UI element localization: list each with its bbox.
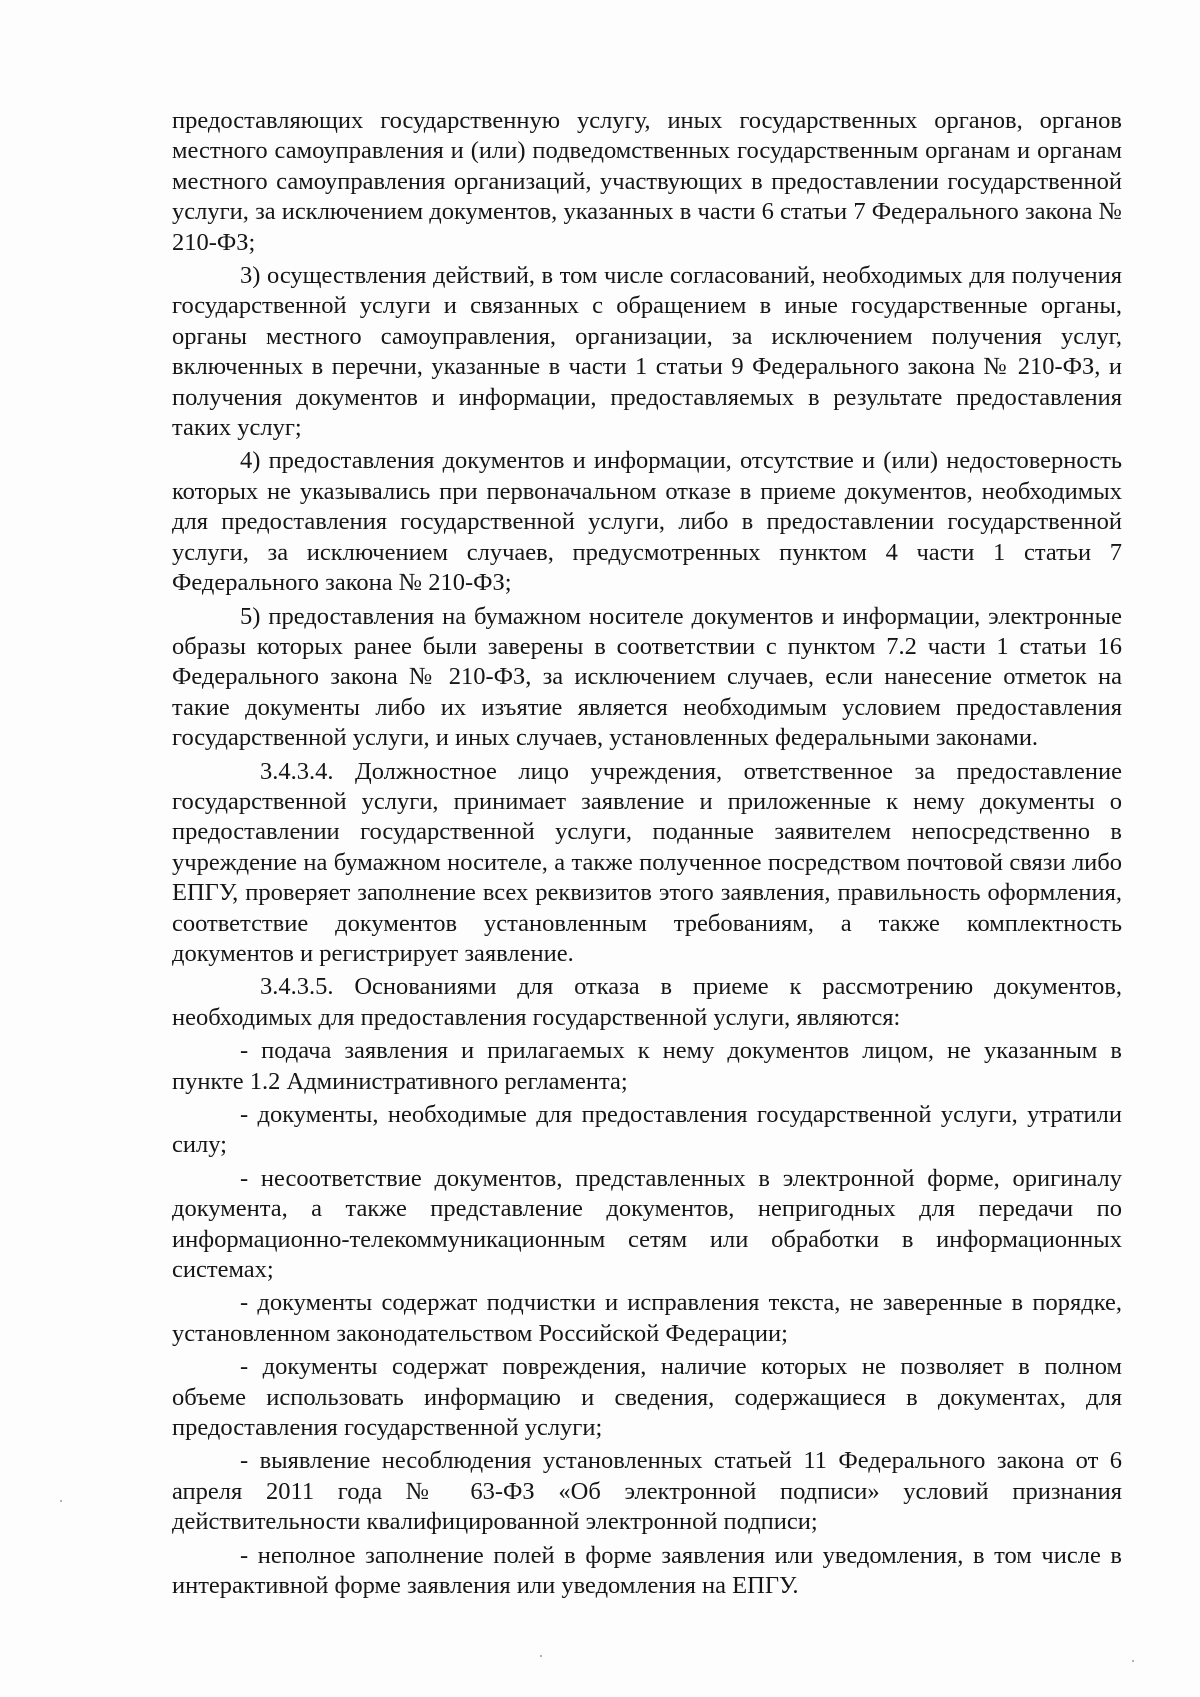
paragraph-item-4: 4) предоставления документов и информации, отсутствие и (или) недостоверность которых не указывались при первоначальном отказе в приеме документов, необходимых для предоставления государственной услуги, либо в предоставлении государственной услуги, за исключением случаев, предусмотренных пунктом 4 части 1 статьи 7 Федерального закона № 210-ФЗ;: [172, 447, 1122, 597]
paragraph-3-4-3-5: 3.4.3.5. Основаниями для отказа в приеме к рассмотрению документов, необходимых для предоставления государственной услуги, являются:: [172, 973, 1122, 1031]
scan-speck: [1132, 1660, 1134, 1662]
refusal-reason-4: - документы содержат подчистки и исправления текста, не заверенные в порядке, установленном законодательством Российской Федерации;: [172, 1289, 1122, 1347]
paragraph-item-3: 3) осуществления действий, в том числе согласований, необходимых для получения государственной услуги и связанных с обращением в иные государственные органы, органы местного самоуправления, организации, за исключением получения услуг, включенных в перечни, указанные в части 1 статьи 9 Федерального закона № 210-ФЗ, и получения документов и информации, предоставляемых в результате предоставления таких услуг;: [172, 262, 1122, 442]
paragraph-continuation: предоставляющих государственную услугу, иных государственных органов, органов местного самоуправления и (или) подведомственных государственным органам и органам местного самоуправления организаций, участвующих в предоставлении государственной услуги, за исключением документов, указанных в части 6 статьи 7 Федерального закона № 210-ФЗ;: [172, 107, 1122, 256]
paragraph-item-5: 5) предоставления на бумажном носителе документов и информации, электронные образы которых ранее были заверены в соответствии с пунктом 7.2 части 1 статьи 16 Федерального закона № 210-ФЗ, за исключением случаев, если нанесение отметок на такие документы либо их изъятие является необходимым условием предоставления государственной услуги, и иных случаев, установленных федеральными законами.: [172, 602, 1122, 752]
scan-speck: [60, 1500, 62, 1502]
refusal-reason-7: - неполное заполнение полей в форме заявления или уведомления, в том числе в интерактивной форме заявления или уведомления на ЕПГУ.: [172, 1541, 1122, 1600]
refusal-reason-3: - несоответствие документов, представленных в электронной форме, оригиналу документа, а также представление документов, непригодных для передачи по информационно-телекоммуникационным сетям или обработки в информационных системах;: [172, 1164, 1122, 1284]
refusal-reason-6: - выявление несоблюдения установленных статьей 11 Федерального закона от 6 апреля 2011 года № 63-ФЗ «Об электронной подписи» условий признания действительности квалифицированной электронной подписи;: [172, 1447, 1122, 1536]
refusal-reason-5: - документы содержат повреждения, наличие которых не позволяет в полном объеме использовать информацию и сведения, содержащиеся в документах, для предоставления государственной услуги;: [172, 1353, 1122, 1442]
scan-speck: [540, 1655, 542, 1657]
refusal-reason-2: - документы, необходимые для предоставления государственной услуги, утратили силу;: [172, 1101, 1122, 1159]
paragraph-3-4-3-4: 3.4.3.4. Должностное лицо учреждения, ответственное за предоставление государственной услуги, принимает заявление и приложенные к нему документы о предоставлении государственной услуги, поданные заявителем непосредственно в учреждение на бумажном носителе, а также полученное посредством почтовой связи либо ЕПГУ, проверяет заполнение всех реквизитов этого заявления, правильность оформления, соответствие документов установленным требованиям, а также комплектность документов и регистрирует заявление.: [172, 757, 1122, 967]
document-body: [172, 106, 1122, 1602]
refusal-reason-1: - подача заявления и прилагаемых к нему документов лицом, не указанным в пункте 1.2 Административного регламента;: [172, 1037, 1122, 1095]
